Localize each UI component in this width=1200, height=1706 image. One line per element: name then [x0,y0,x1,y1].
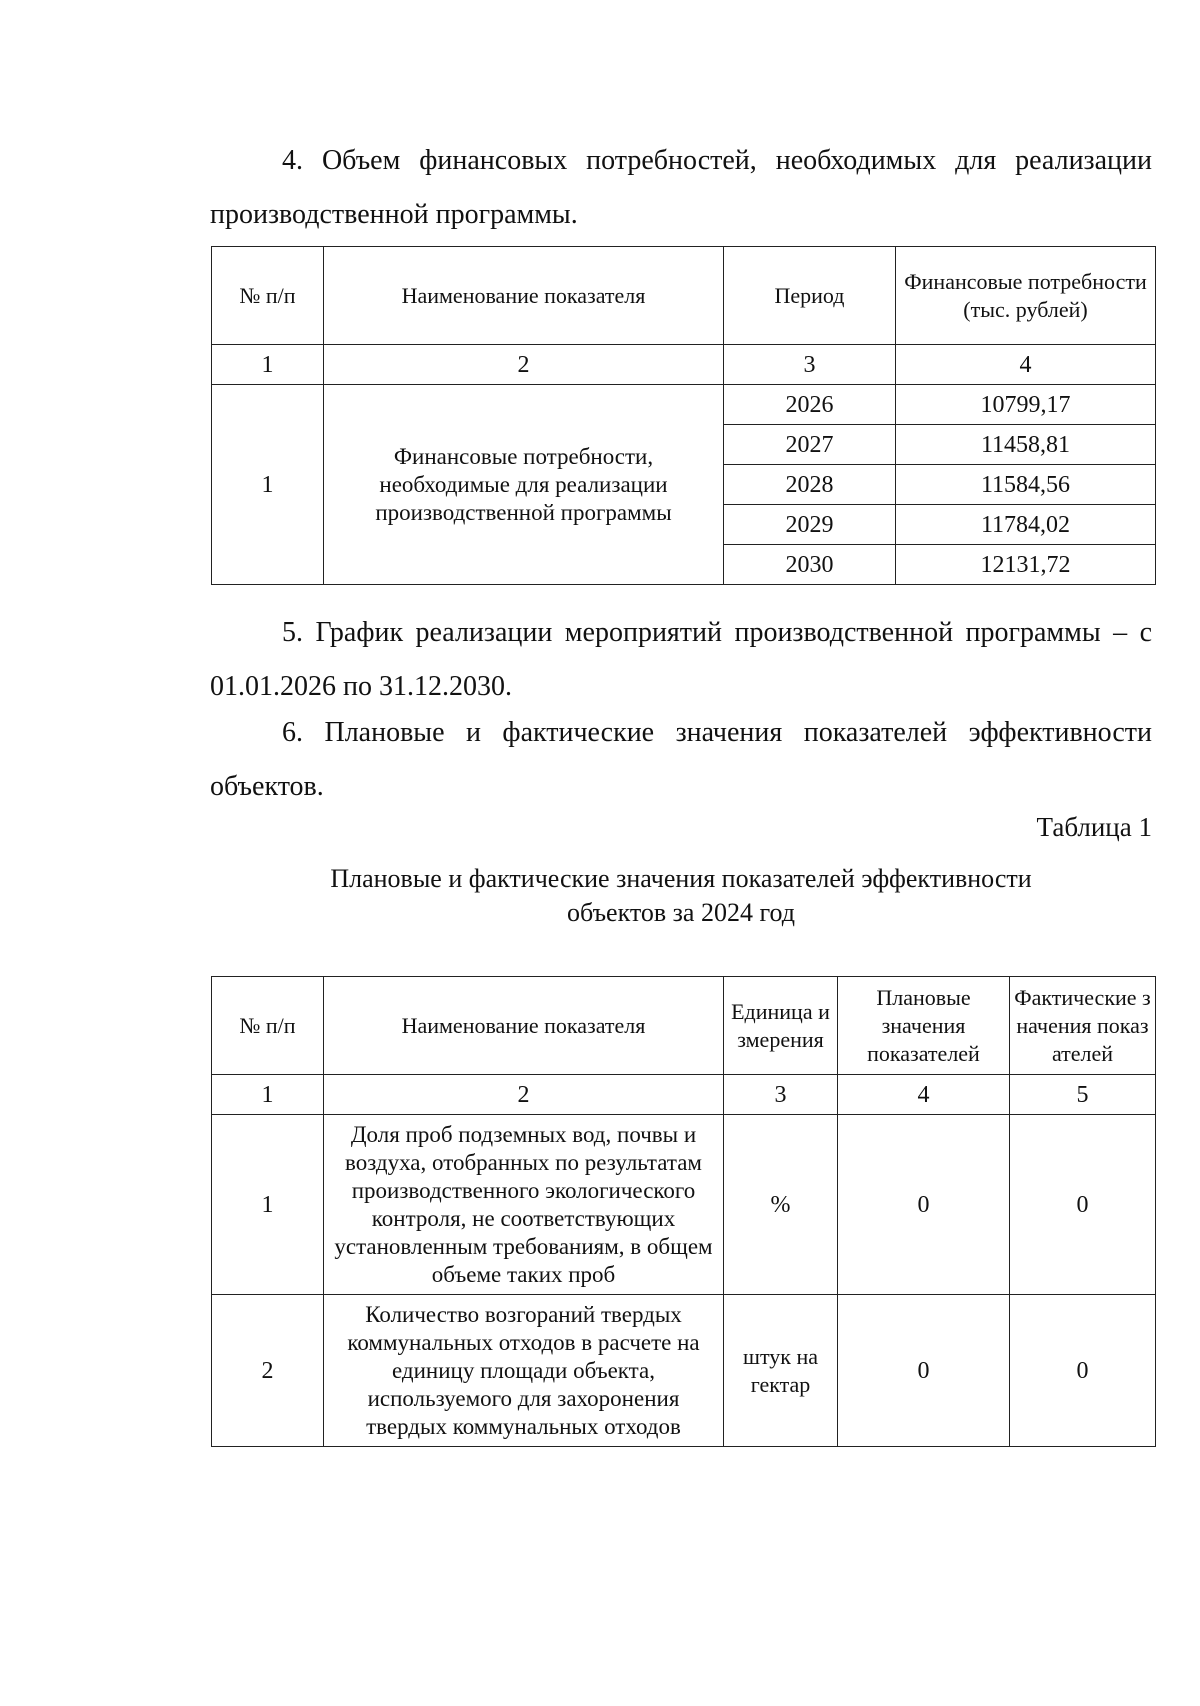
efficiency-row-1-plan: 0 [838,1115,1010,1295]
finance-header-needs: Финансовые потребности (тыс. рублей) [896,247,1156,345]
section-5-number: 5. [282,617,303,648]
section-5-paragraph [210,606,1152,714]
finance-table [211,246,1156,585]
efficiency-header-no: № п/п [212,977,324,1075]
table-1-title-line-1: Плановые и фактические значения показателей эффективности [330,864,1032,893]
section-4-number: 4. [282,145,303,176]
table-1-title-line-2: объектов за 2024 год [567,898,795,927]
efficiency-colnum-5: 5 [1010,1075,1156,1115]
finance-value-2029: 11784,02 [896,505,1156,545]
efficiency-row-2-no: 2 [212,1295,324,1447]
finance-colnum-3: 3 [724,345,896,385]
efficiency-table [211,976,1156,1447]
efficiency-row-1-unit: % [724,1115,838,1295]
finance-row-no: 1 [212,385,324,585]
efficiency-row-1-no: 1 [212,1115,324,1295]
section-6-text: Плановые и фактические значения показателей эффективности объектов. [210,717,1153,802]
efficiency-colnum-4: 4 [838,1075,1010,1115]
finance-period-2030: 2030 [724,545,896,585]
efficiency-row-2-unit: штук на гектар [724,1295,838,1447]
finance-value-2028: 11584,56 [896,465,1156,505]
efficiency-row-2-name: Количество возгораний твердых коммунальных отходов в расчете на единицу площади объекта, используемого для захоронения твердых коммунальных отходов [324,1295,724,1447]
table-row [212,1295,1156,1447]
finance-period-2029: 2029 [724,505,896,545]
finance-colnum-4: 4 [896,345,1156,385]
efficiency-row-2-plan: 0 [838,1295,1010,1447]
section-4-paragraph [210,134,1152,242]
finance-row-name: Финансовые потребности, необходимые для реализации производственной программы [324,385,724,585]
finance-period-2028: 2028 [724,465,896,505]
efficiency-colnum-3: 3 [724,1075,838,1115]
finance-value-2026: 10799,17 [896,385,1156,425]
section-6-paragraph [210,706,1152,814]
table-row [212,1115,1156,1295]
efficiency-row-1-fact: 0 [1010,1115,1156,1295]
section-6-number: 6. [282,717,303,748]
efficiency-colnum-2: 2 [324,1075,724,1115]
efficiency-row-2-fact: 0 [1010,1295,1156,1447]
finance-period-2026: 2026 [724,385,896,425]
table-1-label: Таблица 1 [1036,812,1152,842]
finance-colnum-1: 1 [212,345,324,385]
efficiency-header-plan: Плановые значения показателей [838,977,1010,1075]
finance-header-period: Период [724,247,896,345]
section-4-text: Объем финансовых потребностей, необходимых для реализации производственной программы. [210,145,1152,230]
finance-colnum-2: 2 [324,345,724,385]
efficiency-header-name: Наименование показателя [324,977,724,1075]
section-5-text: График реализации мероприятий производственной программы – с 01.01.2026 по 31.12.2030. [210,617,1153,702]
efficiency-row-1-name: Доля проб подземных вод, почвы и воздуха, отобранных по результатам производственного экологического контроля, не соответствующих установленным требованиям, в общем объеме таких проб [324,1115,724,1295]
finance-header-no: № п/п [212,247,324,345]
finance-value-2027: 11458,81 [896,425,1156,465]
finance-period-2027: 2027 [724,425,896,465]
efficiency-colnum-1: 1 [212,1075,324,1115]
efficiency-header-fact: Фактические значения показателей [1010,977,1156,1075]
efficiency-header-unit: Единица измерения [724,977,838,1075]
finance-header-name: Наименование показателя [324,247,724,345]
finance-value-2030: 12131,72 [896,545,1156,585]
